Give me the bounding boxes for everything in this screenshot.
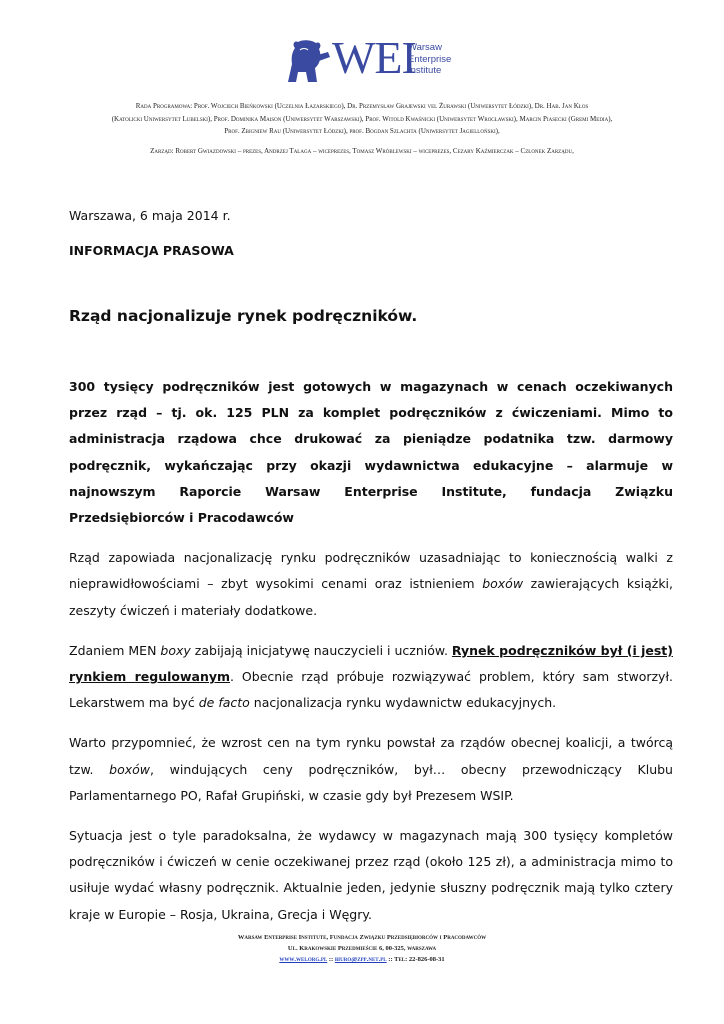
p2-text-b: zabijają inicjatywę nauczycieli i uczniów. <box>190 642 452 658</box>
footer-line-2: Ul. Krakowskie Przedmieście 6, 00-325, warszawa <box>287 945 437 952</box>
p3-text-b: , windujących ceny podręczników, był… obecny przewodniczący Klubu Parlamentarnego PO, Rafał Grupiński, w czasie gdy był Prezesem WSIP. <box>69 761 673 803</box>
p2-text-d: nacjonalizacja rynku wydawnictw edukacyjnych. <box>249 695 557 711</box>
press-body <box>69 374 673 942</box>
paragraph-2 <box>69 638 673 717</box>
p2-text-a: Zdaniem MEN <box>69 642 161 658</box>
logo-line-1: Warsaw <box>408 42 442 53</box>
p2-italic-1: boxy <box>160 642 191 658</box>
bear-logo-icon <box>284 36 334 84</box>
paragraph-4: Sytuacja jest o tyle paradoksalna, że wydawcy w magazynach mają 300 tysięcy kompletów podręczników i ćwiczeń w cenie oczekiwanej przez rząd (około 125 zł), a administracja mimo to usiłuje wydać własny podręcznik. Aktualnie jeden, jedynie słuszny podręcznik mają tylko cztery kraje w Europie – Rosja, Ukraina, Grecja i Węgry. <box>69 828 673 922</box>
logo-subtitle <box>408 42 451 77</box>
document-date: Warszawa, 6 maja 2014 r. <box>69 208 231 223</box>
page-footer <box>160 932 564 965</box>
p3-text-a: Warto przypomnieć, że wzrost cen na tym rynku powstał za rządów obecnej koalicji, a twórcą tzw. <box>69 735 673 777</box>
p2-italic-2: de facto <box>198 695 250 711</box>
board-line-2: (Katolicki Uniwersytet Lubelski), Prof. Dominika Maison (Uniwersytet Warszawski), Prof. Witold Kwaśnicki (Uniwersytet Wrocławski), Marcin Piasecki (Gremi Media), <box>111 114 613 123</box>
board-line-3: Prof. Zbigniew Rau (Uniwersytet Łódzki), prof. Bogdan Szlachta (Uniwersytet Jagielloński), <box>224 127 500 135</box>
email-link[interactable]: biuro@zpp.net.pl <box>334 956 387 963</box>
logo-line-3: Institute <box>408 65 442 76</box>
p2-underlined: Rynek podręczników był (i jest) rynkiem regulowanym <box>69 642 673 685</box>
p3-italic: boxów <box>109 761 151 777</box>
p1-text-a: Rząd zapowiada nacjonalizację rynku podręczników uzasadniając to koniecznością walki z nieprawidłowościami – zbyt wysokimi cenami oraz istnieniem <box>69 550 673 592</box>
p1-italic: boxów <box>482 576 524 592</box>
footer-separator: :: <box>328 956 334 963</box>
p1-text-b: zawierających książki, zeszyty ćwiczeń i materiały dodatkowe. <box>69 576 673 618</box>
document-label: INFORMACJA PRASOWA <box>69 243 234 258</box>
footer-line-3 <box>160 954 564 965</box>
program-board <box>60 100 664 138</box>
paragraph-3 <box>69 730 673 809</box>
press-headline: Rząd nacjonalizuje rynek podręczników. <box>69 307 418 325</box>
logo-line-2: Enterprise <box>408 53 452 65</box>
website-link[interactable]: www.wei.org.pl <box>279 956 328 963</box>
board-line-1: Rada Programowa: Prof. Wojciech Bieńkowski (Uczelnia Łazarskiego), Dr. Przemysław Grajewski vel Żurawski (Uniwersytet Łódzki), Dr. Hab. Jan Kłos <box>135 102 589 110</box>
p2-text-c: . Obecnie rząd próbuje rozwiązywać problem, który sam stworzył. Lekarstwem ma być <box>69 669 673 711</box>
wei-logo <box>284 32 464 84</box>
footer-phone: :: Tel: 22-826-08-31 <box>388 956 445 963</box>
footer-line-1: Warsaw Enterprise Institute, Fundacja Związku Przedsiębiorców i Pracodawców <box>237 934 487 941</box>
management-board: Zarząd: Robert Gwiazdowski – prezes, Andrzej Talaga – wiceprezes, Tomasz Wróblewski – wiceprezes, Cezary Kaźmierczak – Członek Zarządu, <box>150 147 574 155</box>
paragraph-1 <box>69 545 673 624</box>
logo-wordmark: WEI <box>332 32 416 83</box>
lead-paragraph: 300 tysięcy podręczników jest gotowych w magazynach w cenach oczekiwanych przez rząd – tj. ok. 125 PLN za komplet podręczników z ćwiczeniami. Mimo to administracja rządowa chce drukować za pieniądze podatnika tzw. darmowy podręcznik, wykańczając przy okazji wydawnictwa edukacyjne – alarmuje w najnowszym Raporcie Warsaw Enterprise Institute, fundacja Związku Przedsiębiorców i Pracodawców <box>69 379 673 526</box>
